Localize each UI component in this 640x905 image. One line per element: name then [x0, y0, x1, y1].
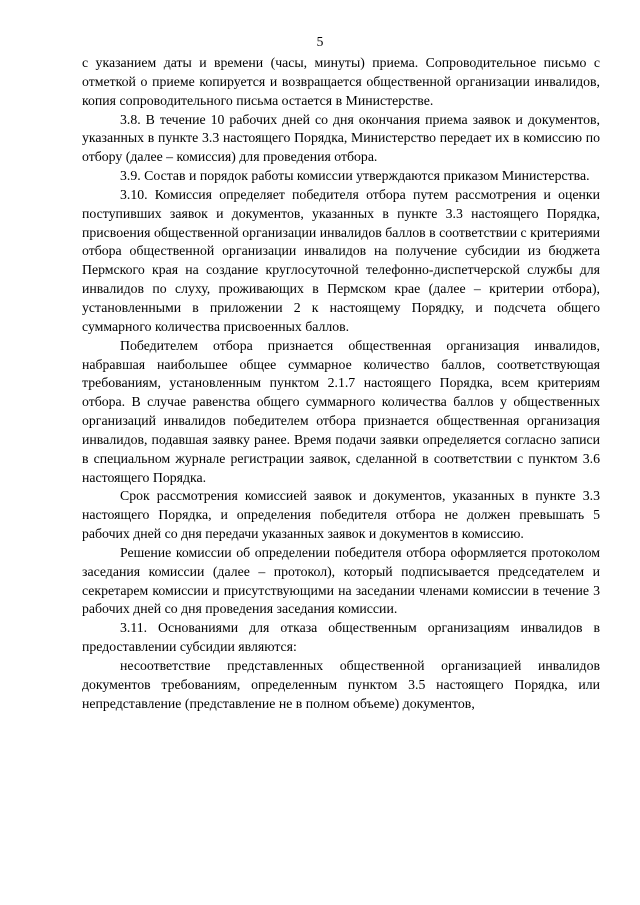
paragraph-continuation: с указанием даты и времени (часы, минуты) приема. Сопроводительное письмо с отметкой о приеме копируется и возвращается общественной организации инвалидов, копия сопроводительного письма остается в Министерстве. [82, 55, 600, 108]
paragraph-protocol: Решение комиссии об определении победителя отбора оформляется протоколом заседания комиссии (далее – протокол), который подписывается председателем и секретарем комиссии и присутствующими на заседании членами комиссии в течение 3 рабочих дней со дня проведения заседания комиссии. [82, 544, 600, 617]
paragraph-3-8: 3.8. В течение 10 рабочих дней со дня окончания приема заявок и документов, указанных в пункте 3.3 настоящего Порядка, Министерство передает их в комиссию по отбору (далее – комиссия) для проведения отбора. [82, 111, 600, 165]
paragraph-review-term: Срок рассмотрения комиссией заявок и документов, указанных в пункте 3.3 настоящего Порядка, и определения победителя отбора не должен превышать 5 рабочих дней со дня передачи указанных заявок и документов в комиссию. [82, 488, 600, 542]
paragraph-refusal-grounds: несоответствие представленных общественной организацией инвалидов документов требованиям, определенным пунктом 3.5 настоящего Порядка, или непредставление (представление не в полном объеме) документов, [82, 658, 600, 711]
paragraph-3-9: 3.9. Состав и порядок работы комиссии утверждаются приказом Министерства. [120, 168, 590, 184]
page-number: 5 [316, 34, 324, 49]
paragraph-winner: Победителем отбора признается общественная организация инвалидов, набравшая наибольшее общее суммарное количество баллов, соответствующая требованиям, установленным пунктом 2.1.7 настоящего Порядка, всем критериям отбора. В случае равенства общего суммарного количества баллов у общественных организаций инвалидов победителем отбора признается общественная организация инвалидов, подавшая заявку ранее. Время подачи заявки определяется согласно записи в специальном журнале регистрации заявок, сделанной в соответствии с пунктом 3.6 настоящего Порядка. [82, 337, 600, 485]
paragraph-3-10: 3.10. Комиссия определяет победителя отбора путем рассмотрения и оценки поступивших заявок и документов, указанных в пункте 3.3 настоящего Порядка, присвоения общественной организации инвалидов баллов в соответствии с критериями отбора общественной организации инвалидов на получение субсидии из бюджета Пермского края на создание круглосуточной телефонно-диспетчерской службы для инвалидов по слуху, проживающих в Пермском крае (далее – критерии отбора), установленными в приложении 2 к настоящему Порядку, и подсчета общего суммарного количества присвоенных баллов. [82, 186, 600, 334]
document-body [82, 54, 600, 714]
paragraph-3-11: 3.11. Основаниями для отказа общественным организациям инвалидов в предоставлении субсидии являются: [82, 620, 600, 655]
